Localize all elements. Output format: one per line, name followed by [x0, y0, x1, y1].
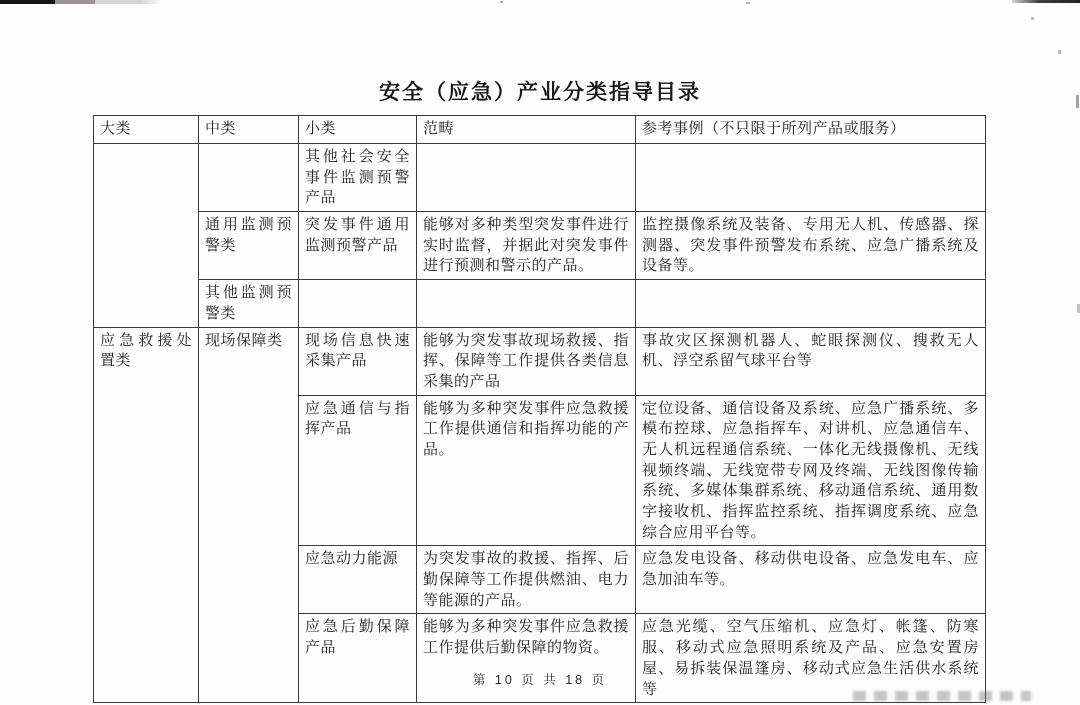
scan-artifact-top-right: [1012, 0, 1080, 3]
cell-examples: [636, 280, 986, 327]
cell-middle: [199, 144, 299, 212]
table-row: [94, 144, 986, 212]
classification-table: [93, 115, 986, 703]
header-cell-scope: 范畴: [417, 116, 636, 144]
cell-major: [94, 144, 199, 328]
table-header-row: [94, 116, 986, 144]
cell-scope: [417, 144, 636, 212]
cell-major: 应急救援处置类: [94, 327, 199, 703]
cell-examples: 定位设备、通信设备及系统、应急广播系统、多模布控球、应急指挥车、对讲机、应急通信车、无人机远程通信系统、一体化无线摄像机、无线视频终端、无线宽带专网及终端、无线图像传输系统、多媒体集群系统、移动通信系统、通用数字接收机、指挥监控系统、指挥调度系统、应急综合应用平台等。: [636, 395, 986, 546]
header-cell-minor: 小类: [299, 116, 417, 144]
scan-speck: [746, 2, 750, 4]
cell-middle: 通用监测预警类: [199, 212, 299, 280]
header-cell-major: 大类: [94, 116, 199, 144]
cell-examples: 应急发电设备、移动供电设备、应急发电车、应急加油车等。: [636, 546, 986, 614]
table-row: [94, 280, 986, 327]
cell-scope: 能够为多种突发事件应急救援工作提供通信和指挥功能的产品。: [417, 395, 636, 546]
cell-middle: 现场保障类: [199, 327, 299, 703]
cell-scope: 为突发事故的救援、指挥、后勤保障等工作提供燃油、电力等能源的产品。: [417, 546, 636, 614]
cell-minor: 突发事件通用监测预警产品: [299, 212, 417, 280]
cell-minor: 应急后勤保障产品: [299, 614, 417, 703]
scan-speck: [500, 1, 503, 3]
table-row: [94, 327, 986, 395]
cell-scope: 能够对多种类型突发事件进行实时监督，并据此对突发事件进行预测和警示的产品。: [417, 212, 636, 280]
scan-speck: [1031, 17, 1034, 20]
cell-minor: [299, 280, 417, 327]
page-title: 安全（应急）产业分类指导目录: [379, 81, 701, 104]
header-cell-examples: 参考事例（不只限于所列产品或服务）: [636, 116, 986, 144]
cell-scope: 能够为多种突发事件应急救援工作提供后勤保障的物资。: [417, 614, 636, 703]
scan-speck: [1058, 50, 1061, 54]
header-cell-middle: 中类: [199, 116, 299, 144]
cell-examples: 事故灾区探测机器人、蛇眼探测仪、搜救无人机、浮空系留气球平台等: [636, 327, 986, 395]
cell-examples: [636, 144, 986, 212]
cell-minor: 应急通信与指挥产品: [299, 395, 417, 546]
cell-minor: 其他社会安全事件监测预警产品: [299, 144, 417, 212]
cell-minor: 应急动力能源: [299, 546, 417, 614]
cell-middle: 其他监测预警类: [199, 280, 299, 327]
page-number: 第 10 页 共 18 页: [472, 673, 608, 687]
table-row: [94, 212, 986, 280]
cell-minor: 现场信息快速采集产品: [299, 327, 417, 395]
cell-scope: [417, 280, 636, 327]
scan-artifact-top-left: [0, 0, 162, 4]
cell-examples: 监控摄像系统及装备、专用无人机、传感器、探测器、突发事件预警发布系统、应急广播系统及设备等。: [636, 212, 986, 280]
cell-examples: 应急光缆、空气压缩机、应急灯、帐篷、防寒服、移动式应急照明系统及产品、应急安置房屋、易拆装保温篷房、移动式应急生活供水系统等: [636, 614, 986, 703]
cell-scope: 能够为突发事故现场救援、指挥、保障等工作提供各类信息采集的产品: [417, 327, 636, 395]
